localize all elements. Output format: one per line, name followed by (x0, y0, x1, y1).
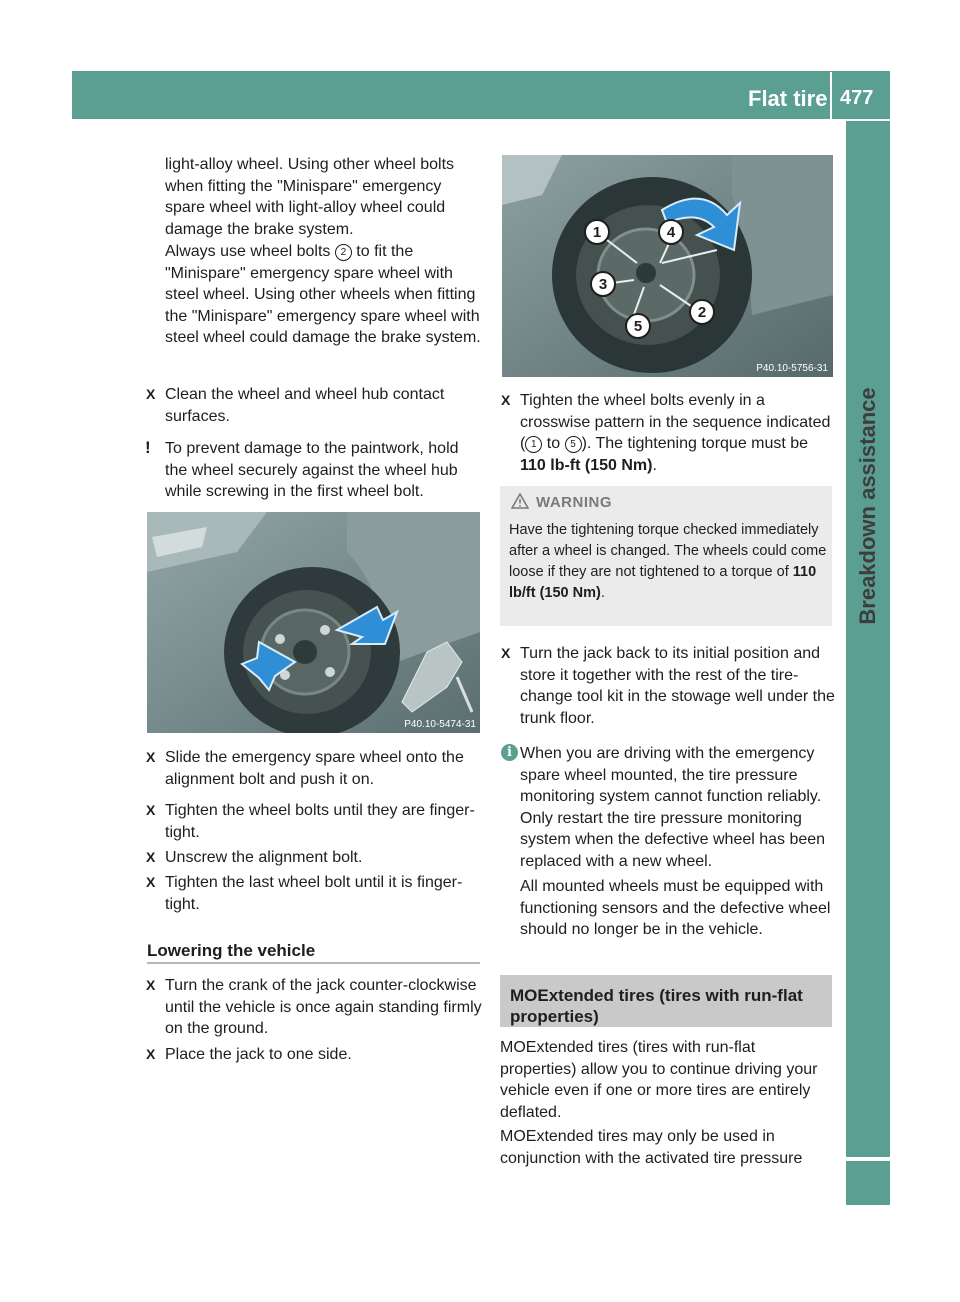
step-marker-icon: X (146, 874, 156, 890)
bolt-label-3: 3 (598, 276, 608, 293)
moe-paragraph-1: MOExtended tires (tires with run-flat properties) allow you to continue driving your vehicle even if one or more tires are entirely deflated. (500, 1039, 818, 1121)
step-tighten-last (146, 872, 485, 915)
step-text: Tighten the wheel bolts until they are finger-tight. (165, 802, 475, 841)
heading-rule (147, 962, 480, 964)
bolt-sequence-illustration (502, 155, 833, 377)
tighten-text-b: ). The tightening torque must be (581, 435, 809, 452)
step-place-jack (146, 1044, 485, 1066)
moe-paragraph-2: MOExtended tires may only be used in conjunction with the activated tire pressure (500, 1128, 803, 1167)
warning-triangle-icon (511, 493, 529, 509)
step-marker-icon: X (146, 977, 156, 993)
step-marker-icon: X (146, 802, 156, 818)
tighten-text-end: . (652, 456, 657, 474)
step-turn-jack-back (501, 643, 838, 729)
warning-text (509, 520, 827, 604)
step-marker-icon: X (146, 849, 156, 865)
step-unscrew-bolt (146, 847, 485, 869)
paragraph-wheel-bolts-a: Always use wheel bolts (165, 243, 335, 260)
step-tighten-finger (146, 800, 485, 843)
paragraph-continued: light-alloy wheel. Using other wheel bolts when fitting the "Minispare" emergency spare wheel with light-alloy wheel could damage the brake system. (165, 156, 455, 238)
info-icon: i (501, 744, 518, 761)
caution-text: To prevent damage to the paintwork, hold the wheel securely against the wheel hub while screwing in the first wheel bolt. (165, 440, 459, 500)
section-heading-lowering: Lowering the vehicle (147, 941, 316, 960)
side-tab-bar (846, 121, 890, 1157)
step-clean-wheel (146, 384, 485, 427)
section-heading-moextended: MOExtended tires (tires with run-flat properties) (510, 986, 803, 1026)
step-turn-crank (146, 975, 485, 1040)
torque-value: 110 lb-ft (150 Nm) (520, 456, 653, 474)
side-tab-marker (846, 1161, 890, 1205)
warning-text-end: . (600, 585, 605, 601)
step-text: Unscrew the alignment bolt. (165, 849, 363, 866)
tighten-text-to: to (542, 435, 565, 452)
header-separator (830, 72, 832, 120)
bolt-label-5: 5 (633, 318, 643, 335)
warning-title: WARNING (536, 494, 612, 511)
tighten-text-a: Tighten the wheel bolts evenly in a crosswise pattern in the sequence indicated ( (520, 392, 831, 452)
step-marker-icon: X (501, 392, 511, 408)
caution-icon: ! (145, 438, 151, 457)
bolt-label-2: 2 (697, 304, 707, 321)
paragraph-wheel-bolts (165, 241, 485, 349)
image1-code: P40.10-5474-31 (404, 719, 476, 730)
bolt-label-4: 4 (666, 224, 676, 241)
step-text: Slide the emergency spare wheel onto the alignment bolt and push it on. (165, 749, 464, 788)
spare-wheel-illustration (147, 512, 480, 733)
image2-code: P40.10-5756-31 (756, 363, 828, 374)
info-text-2: All mounted wheels must be equipped with functioning sensors and the defective wheel should no longer be in the vehicle. (520, 878, 831, 938)
step-marker-icon: X (146, 386, 156, 402)
step-tighten-crosswise (501, 390, 838, 476)
reference-number: 1 (525, 436, 542, 453)
page-title: Flat tire (748, 86, 828, 111)
page-number: 477 (840, 87, 874, 109)
side-tab-label: Breakdown assistance (855, 387, 880, 625)
reference-number: 5 (565, 436, 582, 453)
step-marker-icon: X (146, 1046, 156, 1062)
step-text: Turn the crank of the jack counter-clockwise until the vehicle is once again standing firmly on the ground. (165, 977, 482, 1037)
warning-torque-value: 110 lb/ft (150 Nm) (509, 564, 817, 601)
step-text: Turn the jack back to its initial position and store it together with the rest of the tire-change tool kit in the stowage well under the trunk floor. (520, 645, 835, 727)
info-text: When you are driving with the emergency spare wheel mounted, the tire pressure monitoring system cannot function reliably. Only restart the tire pressure monitoring system when the defective wheel has been replaced with a new wheel. (520, 745, 826, 870)
bolt-label-1: 1 (592, 224, 602, 241)
step-text: Place the jack to one side. (165, 1046, 352, 1063)
step-marker-icon: X (146, 749, 156, 765)
step-text: Clean the wheel and wheel hub contact surfaces. (165, 386, 445, 425)
reference-number: 2 (335, 244, 352, 261)
step-text: Tighten the last wheel bolt until it is finger-tight. (165, 874, 463, 913)
paragraph-wheel-bolts-b: to fit the "Minispare" emergency spare wheel with steel wheel. Using other wheels when fitting the "Minispare" emergency spare wheel with steel wheel could damage the brake system. (165, 243, 481, 346)
caution-note (145, 438, 485, 503)
step-slide-wheel (146, 747, 485, 790)
warning-text-a: Have the tightening torque checked immediately after a wheel is changed. The wheels could come loose if they are not tightened to a torque of (509, 522, 827, 580)
step-marker-icon: X (501, 645, 511, 661)
